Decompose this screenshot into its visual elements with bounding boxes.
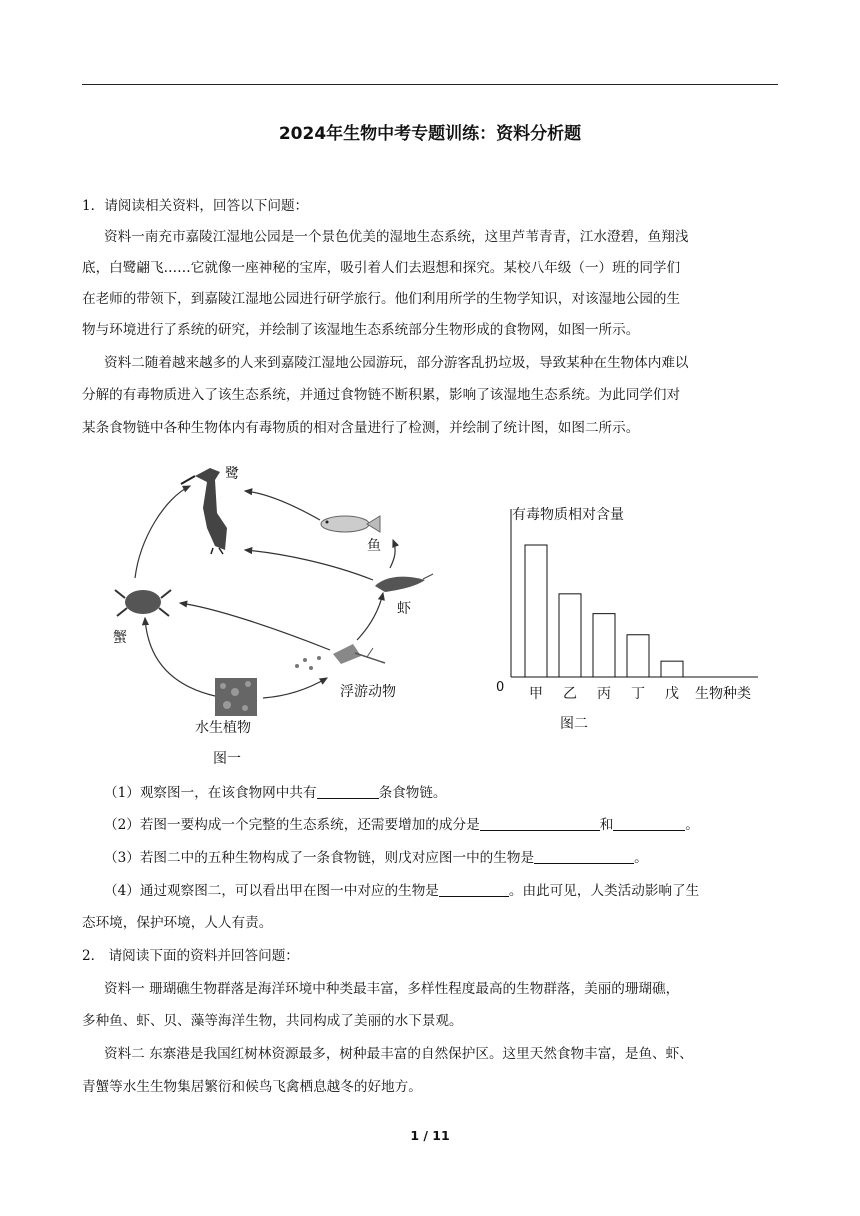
bar-5 <box>661 661 683 677</box>
fish-label: 鱼 <box>367 538 381 554</box>
figure1-caption: 图一 <box>213 751 241 767</box>
chart-caption: 图二 <box>560 716 588 732</box>
arrow-plankton-to-crab <box>180 603 330 650</box>
arrow-plankton-to-shrimp <box>357 593 383 640</box>
q1-sub3-answer-blank[interactable] <box>534 849 634 864</box>
chart-xlabel: 生物种类 <box>695 686 751 702</box>
arrow-shrimp-to-heron <box>245 550 373 580</box>
arrow-fish-to-heron <box>245 491 320 520</box>
q1-sub4-text-b: 。由此可见，人类活动影响了生 <box>508 883 700 899</box>
q1-sub3-text-b: 。 <box>634 850 648 866</box>
bar-1 <box>525 545 547 677</box>
q1-sub2 <box>104 815 699 835</box>
q1-sub2-text-c: 。 <box>685 817 699 833</box>
shrimp-icon <box>375 574 433 592</box>
q2-material2-line1: 资料二 东寨港是我国红树林资源最多，树种最丰富的自然保护区。这里天然食物丰富，是鱼、虾、 <box>104 1046 693 1062</box>
q1-material1-line2: 底，白鹭翩飞……它就像一座神秘的宝库，吸引着人们去遐想和探究。某校八年级（一）班的同学们 <box>82 260 681 276</box>
aquatic-plant-icon <box>215 678 257 716</box>
q1-sub2-answer-blank-1[interactable] <box>480 816 600 831</box>
q1-material1-line1: 资料一南充市嘉陵江湿地公园是一个景色优美的湿地生态系统，这里芦苇青青，江水澄碧，鱼翔浅 <box>104 229 689 245</box>
arrow-plant-to-plankton <box>263 678 327 698</box>
q1-material1-line4: 物与环境进行了系统的研究，并绘制了该湿地生态系统部分生物形成的食物网，如图一所示。 <box>82 322 640 338</box>
bar-label-4: 丁 <box>631 686 645 702</box>
bar-label-3: 丙 <box>597 686 611 702</box>
q1-material1-line3: 在老师的带领下，到嘉陵江湿地公园进行研学旅行。他们利用所学的生物学知识，对该湿地公园的生 <box>82 291 681 307</box>
q1-sub4-answer-blank[interactable] <box>439 882 509 897</box>
plankton-icon <box>295 644 385 670</box>
food-web-figure <box>105 458 445 778</box>
q1-sub4-text-a: （4）通过观察图二，可以看出甲在图一中对应的生物是 <box>104 883 439 899</box>
header-rule <box>82 84 778 85</box>
toxin-bar-chart <box>490 495 770 735</box>
q1-material2-line1: 资料二随着越来越多的人来到嘉陵江湿地公园游玩，部分游客乱扔垃圾，导致某种在生物体内难以 <box>104 355 689 371</box>
arrow-plant-to-crab <box>145 618 215 696</box>
q1-sub1-text-a: （1）观察图一，在该食物网中共有 <box>104 785 317 801</box>
plankton-label: 浮游动物 <box>340 684 396 700</box>
heron-label: 鹭 <box>225 466 239 482</box>
q2-material1-line1: 资料一 珊瑚礁生物群落是海洋环境中种类最丰富，多样性程度最高的生物群落，美丽的珊瑚礁， <box>104 981 680 997</box>
page-title: 2024年生物中考专题训练：资料分析题 <box>278 124 582 144</box>
heron-icon <box>181 468 227 554</box>
bar-3 <box>593 614 615 677</box>
q1-sub1-answer-blank[interactable] <box>317 784 379 799</box>
arrow-shrimp-to-fish <box>390 540 395 568</box>
q1-sub3-text-a: （3）若图二中的五种生物构成了一条食物链，则戊对应图一中的生物是 <box>104 850 535 866</box>
q1-sub2-text-b: 和 <box>599 817 614 833</box>
q1-sub2-answer-blank-2[interactable] <box>613 816 685 831</box>
chart-origin-label: 0 <box>496 680 505 695</box>
q1-sub1-text-b: 条食物链。 <box>378 785 447 801</box>
arrow-crab-to-heron <box>135 486 190 578</box>
q2-stem: 2． 请阅读下面的资料并回答问题： <box>82 948 299 964</box>
q1-material2-line2: 分解的有毒物质进入了该生态系统，并通过食物链不断积累，影响了该湿地生态系统。为此同学们对 <box>82 387 681 403</box>
q1-material2-line3: 某条食物链中各种生物体内有毒物质的相对含量进行了检测，并绘制了统计图，如图二所示。 <box>82 420 640 436</box>
fish-icon <box>321 516 380 532</box>
q1-sub3 <box>104 848 648 868</box>
q1-stem: 1．请阅读相关资料，回答以下问题： <box>82 198 309 214</box>
q1-sub1 <box>104 783 447 803</box>
bar-4 <box>627 635 649 677</box>
q1-sub2-text-a: （2）若图一要构成一个完整的生态系统，还需要增加的成分是 <box>104 817 480 833</box>
shrimp-label: 虾 <box>397 601 411 617</box>
bar-2 <box>559 594 581 677</box>
bar-label-5: 戊 <box>665 686 679 702</box>
q2-material1-line2: 多种鱼、虾、贝、藻等海洋生物，共同构成了美丽的水下景观。 <box>82 1013 463 1029</box>
page-number: 1 / 11 <box>410 1128 450 1143</box>
bar-label-2: 乙 <box>563 686 577 702</box>
q1-sub4-cont: 态环境，保护环境，人人有责。 <box>82 915 273 931</box>
crab-icon <box>115 590 171 616</box>
q1-sub4 <box>104 881 699 901</box>
bar-label-1: 甲 <box>529 686 543 702</box>
q2-material2-line2: 青蟹等水生生物集居繁衍和候鸟飞禽栖息越冬的好地方。 <box>82 1079 422 1095</box>
chart-ylabel: 有毒物质相对含量 <box>512 507 624 523</box>
aquatic-plant-label: 水生植物 <box>195 720 251 736</box>
crab-label: 蟹 <box>113 630 127 646</box>
